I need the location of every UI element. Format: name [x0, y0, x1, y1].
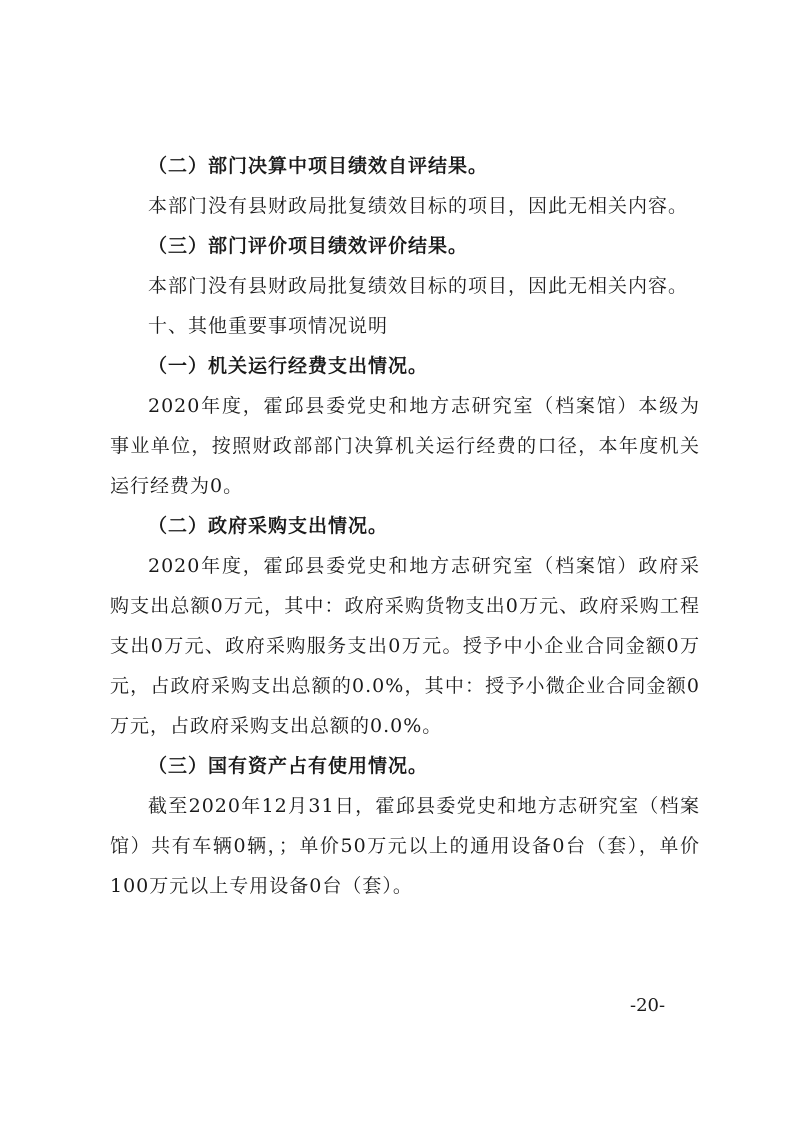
subsection-heading-project-self-evaluation: （二）部门决算中项目绩效自评结果。	[148, 155, 489, 177]
document-body	[110, 146, 700, 906]
paragraph-operating-expenses: 2020年度，霍邱县委党史和地方志研究室（档案馆）本级为事业单位，按照财政部部门决算机关运行经费的口径，本年度机关运行经费为0。	[110, 395, 700, 497]
subsection-heading-operating-expenses: （一）机关运行经费支出情况。	[148, 355, 429, 377]
paragraph-department-evaluation: 本部门没有县财政局批复绩效目标的项目，因此无相关内容。	[148, 275, 689, 297]
subsection-heading-procurement: （二）政府采购支出情况。	[148, 515, 389, 537]
page-number: -20-	[630, 995, 666, 1016]
subsection-heading-state-assets: （三）国有资产占有使用情况。	[148, 755, 429, 777]
paragraph-state-assets: 截至2020年12月31日，霍邱县委党史和地方志研究室（档案馆）共有车辆0辆，；单价50万元以上的通用设备0台（套），单价100万元以上专用设备0台（套）。	[110, 795, 700, 897]
paragraph-procurement: 2020年度，霍邱县委党史和地方志研究室（档案馆）政府采购支出总额0万元，其中：政府采购货物支出0万元、政府采购工程支出0万元、政府采购服务支出0万元。授予中小企业合同金额0万元，占政府采购支出总额的0.0%，其中：授予小微企业合同金额0万元，占政府采购支出总额的0.0%。	[110, 555, 700, 737]
subsection-heading-department-evaluation: （三）部门评价项目绩效评价结果。	[148, 235, 469, 257]
paragraph-self-evaluation: 本部门没有县财政局批复绩效目标的项目，因此无相关内容。	[148, 195, 689, 217]
section-heading-other-matters: 十、其他重要事项情况说明	[148, 315, 389, 337]
